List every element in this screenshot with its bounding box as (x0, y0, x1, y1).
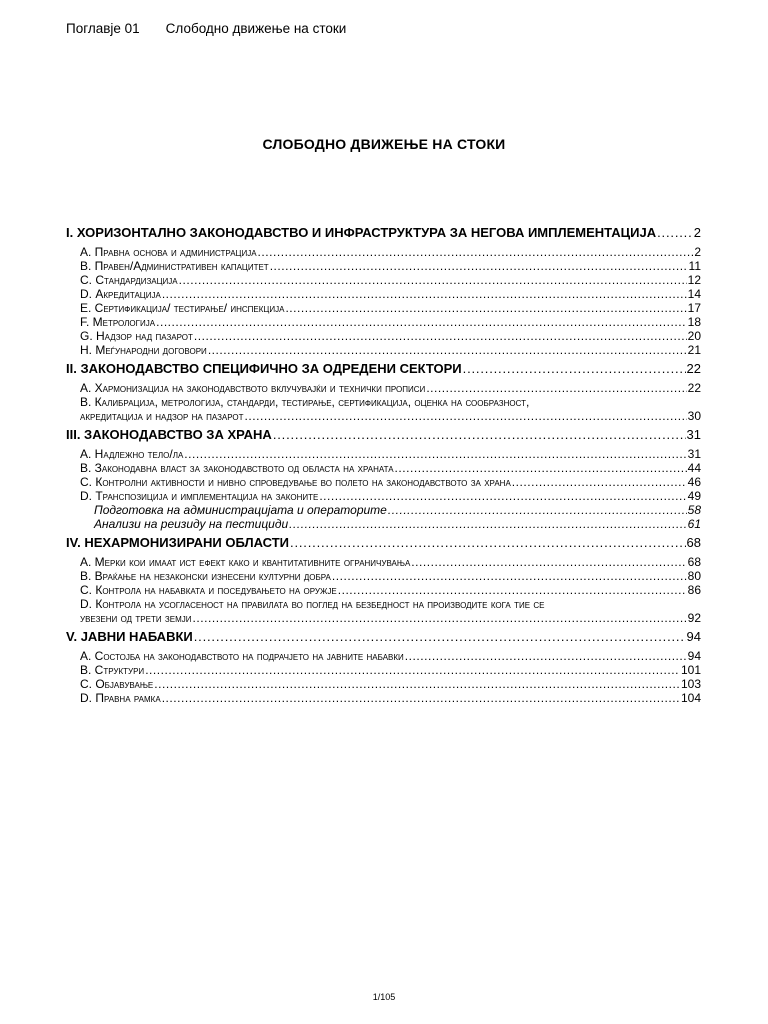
toc-section-label: IV. НЕХАРМОНИЗИРАНИ ОБЛАСТИ (66, 535, 290, 550)
toc-entry[interactable]: B. Враќање на незаконски изнесени културни добра . . . 80 (80, 569, 701, 583)
toc-entry[interactable]: C. Објавување . . . 103 (80, 677, 701, 691)
toc-section-2[interactable] (66, 362, 701, 376)
toc-entry[interactable]: C. Стандардизација . . . 12 (80, 273, 701, 287)
toc-entry[interactable]: A. Хармонизација на законодавството вклучувајќи и технички прописи . . . 22 (80, 381, 701, 395)
toc-section-label: I. ХОРИЗОНТАЛНО ЗАКОНОДАВСТВО И ИНФРАСТРУКТУРА ЗА НЕГОВА ИМПЛЕМЕНТАЦИЈА (66, 225, 657, 240)
toc-entry[interactable]: A. Надлежно тело/ла . . . 31 (80, 447, 701, 461)
toc-section-label: II. ЗАКОНОДАВСТВО СПЕЦИФИЧНО ЗА ОДРЕДЕНИ СЕКТОРИ (66, 361, 462, 376)
toc-entry[interactable]: B. Законодавна власт за законодавството од областа на храната . . . 44 (80, 461, 701, 475)
toc-entry[interactable]: D. Транспозиција и имплементација на законите . . . 49 (80, 489, 701, 503)
toc-page-number: 31 (686, 427, 701, 442)
toc-entry-wrapped-line2[interactable]: акредитација и надзор на пазарот . . . 30 (80, 409, 701, 423)
toc-entry[interactable]: D. Акредитација . . . 14 (80, 287, 701, 301)
toc-section-3[interactable] (66, 428, 701, 442)
toc-entry[interactable]: D. Правна рамка . . . 104 (80, 691, 701, 705)
toc-section-1[interactable] (66, 226, 701, 240)
toc-entry[interactable]: C. Контролни активности и нивно спроведување во полето на законодавството за храна . . . 46 (80, 475, 701, 489)
page-number-footer: 1/105 (372, 992, 396, 1002)
toc-entry[interactable]: A. Состојба на законодавството на подрачјето на јавните набавки . . . 94 (80, 649, 701, 663)
toc-section-5[interactable] (66, 630, 701, 644)
table-of-contents (66, 226, 701, 710)
document-title: СЛОБОДНО ДВИЖЕЊЕ НА СТОКИ (262, 136, 506, 152)
toc-section-4[interactable] (66, 536, 701, 550)
toc-entry[interactable]: G. Надзор над пазарот . . . 20 (80, 329, 701, 343)
toc-section-label: III. ЗАКОНОДАВСТВО ЗА ХРАНА (66, 427, 272, 442)
toc-entry[interactable]: C. Контрола на набавката и поседувањето на оружје . . . 86 (80, 583, 701, 597)
toc-entry[interactable]: F. Метрологија . . . 18 (80, 315, 701, 329)
running-header (66, 21, 346, 36)
toc-page-number: 22 (686, 361, 701, 376)
toc-subentry[interactable]: Подготовка на администрацијата и операторите . . . 58 (94, 503, 701, 517)
toc-entry[interactable]: A. Мерки кои имаат ист ефект како и квантитативните ограничувања . . . 68 (80, 555, 701, 569)
toc-entry[interactable]: E. Сертификација/ тестирање/ инспекција . . . 17 (80, 301, 701, 315)
toc-page-number: 68 (686, 535, 701, 550)
toc-subentry[interactable]: Анализи на реизиду на пестициди . . . 61 (94, 517, 701, 531)
toc-entry[interactable]: H. Меѓународни договори . . . 21 (80, 343, 701, 357)
toc-entry[interactable]: B. Правен/Административен капацитет . . . 11 (80, 259, 701, 273)
header-title: Слободно движење на стоки (165, 21, 347, 36)
toc-page-number: 2 (693, 225, 701, 240)
toc-entry[interactable]: B. Структури . . . 101 (80, 663, 701, 677)
toc-entry-wrapped-line1[interactable]: D. Контрола на усогласеност на правилата во поглед на безбедност на производите кога тие се (80, 597, 545, 611)
header-chapter: Поглавје 01 (66, 21, 140, 36)
toc-entry-wrapped-line1[interactable]: B. Калибрација, метрологија, стандарди, тестирање, сертификација, оценка на сообразност, (80, 395, 530, 409)
toc-entry-wrapped-line2[interactable]: увезени од трети земји . . . 92 (80, 611, 701, 625)
toc-page-number: 94 (686, 629, 701, 644)
toc-entry[interactable]: A. Правна основа и администрација . . . 2 (80, 245, 701, 259)
toc-section-label: V. ЈАВНИ НАБАВКИ (66, 629, 193, 644)
